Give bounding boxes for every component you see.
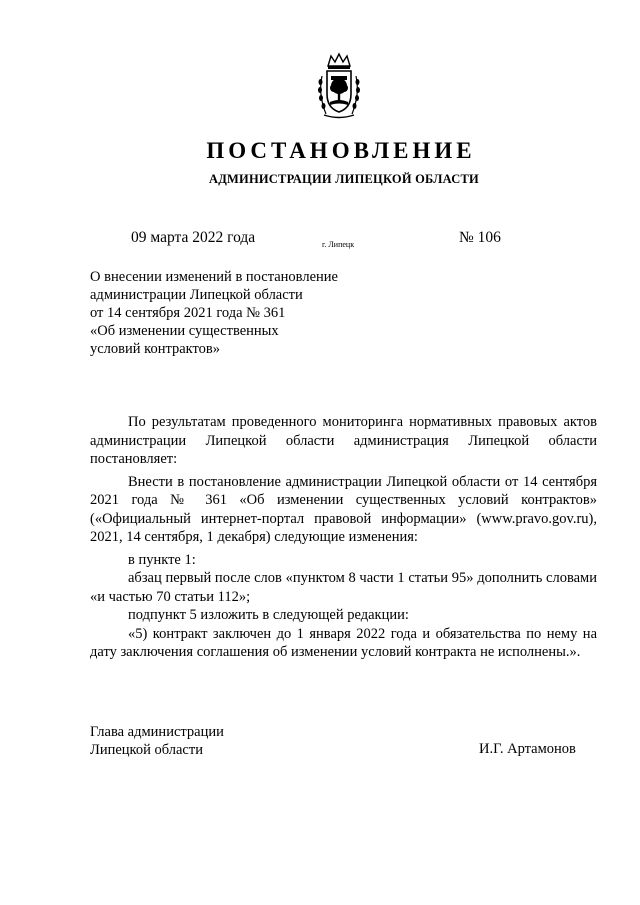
subject-line: от 14 сентября 2021 года № 361 xyxy=(90,305,286,321)
document-subject xyxy=(90,268,338,358)
document-city: г. Липецк xyxy=(322,240,355,249)
body-paragraph: По результатам проведенного мониторинга нормативных правовых актов администрации Липецкой области администрация Липецкой области постановляет: xyxy=(90,414,597,467)
body-paragraph: абзац первый после слов «пунктом 8 части 1 статьи 95» дополнить словами «и частью 70 статьи 112»; xyxy=(90,570,597,605)
body-paragraph: в пункте 1: xyxy=(128,551,196,568)
coat-of-arms-icon xyxy=(316,52,362,122)
issuing-authority: АДМИНИСТРАЦИИ ЛИПЕЦКОЙ ОБЛАСТИ xyxy=(209,172,479,186)
body-paragraph: «5) контракт заключен до 1 января 2022 года и обязательства по нему на дату заключения соглашения об изменении условий контракта не исполнены.». xyxy=(90,625,597,660)
signatory-position-line: Глава администрации xyxy=(90,724,224,740)
subject-line: администрации Липецкой области xyxy=(90,287,303,303)
body-paragraph: Внести в постановление администрации Липецкой области от 14 сентября 2021 года № 361 «Об изменении существенных условий контрактов» («Официальный интернет-портал правовой информации» (www.pravo.gov.ru), 2021, 14 сентября, 1 декабря) следующие изменения: xyxy=(90,473,597,545)
document-date: 09 марта 2022 года xyxy=(131,229,256,246)
subject-line: «Об изменении существенных xyxy=(90,323,279,339)
document-title: ПОСТАНОВЛЕНИЕ xyxy=(206,138,476,163)
document-number: № 106 xyxy=(459,229,501,246)
body-paragraph: подпункт 5 изложить в следующей редакции: xyxy=(128,607,409,623)
subject-line: О внесении изменений в постановление xyxy=(90,269,338,285)
signatory-position-line: Липецкой области xyxy=(90,742,203,758)
signatory-position xyxy=(90,723,224,759)
subject-line: условий контрактов» xyxy=(90,341,221,357)
signatory-name: И.Г. Артамонов xyxy=(479,741,576,757)
document-body xyxy=(90,413,597,662)
